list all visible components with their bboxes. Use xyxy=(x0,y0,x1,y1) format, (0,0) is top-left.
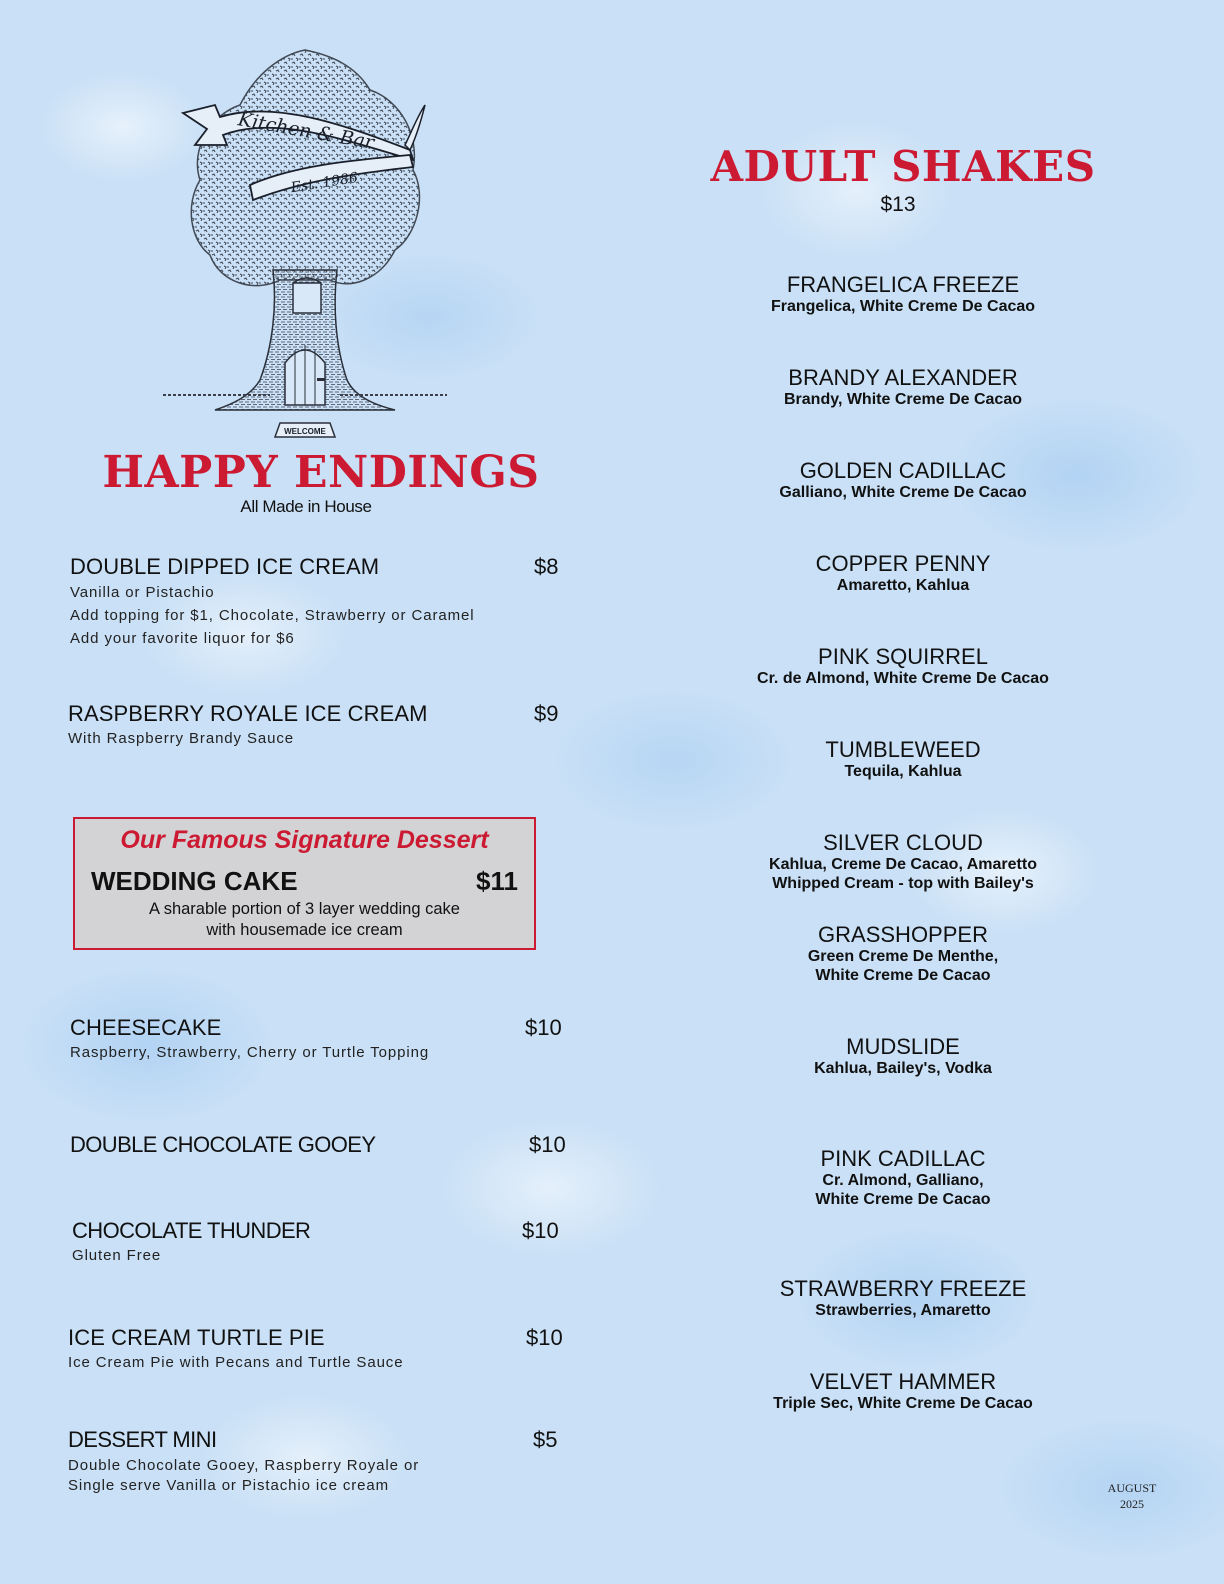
signature-desc-line: A sharable portion of 3 layer wedding cake xyxy=(149,900,460,918)
shake-item xyxy=(700,1370,1106,1413)
item-price: $10 xyxy=(526,1325,563,1350)
svg-text:Est. 1986: Est. 1986 xyxy=(289,169,359,197)
menu-item-ice-cream-turtle-pie xyxy=(68,1325,568,1374)
signature-item-price: $11 xyxy=(476,866,518,896)
shake-desc: Kahlua, Bailey's, Vodka xyxy=(814,1060,992,1077)
menu-item-dessert-mini xyxy=(68,1427,568,1496)
svg-text:WELCOME: WELCOME xyxy=(284,427,326,436)
signature-header: Our Famous Signature Dessert xyxy=(120,826,489,854)
menu-item-double-dipped xyxy=(70,554,570,650)
item-name: CHEESECAKE xyxy=(70,1015,222,1040)
shake-name: PINK SQUIRREL xyxy=(818,644,988,669)
menu-item-cheesecake xyxy=(70,1015,570,1064)
item-desc: With Raspberry Brandy Sauce xyxy=(68,730,295,747)
shake-name: SILVER CLOUD xyxy=(823,830,983,855)
menu-date-year: 2025 xyxy=(1120,1497,1144,1511)
menu-item-double-chocolate-gooey xyxy=(70,1132,570,1158)
shake-name: MUDSLIDE xyxy=(846,1034,960,1059)
item-price: $9 xyxy=(534,701,559,726)
item-desc: Add topping for $1, Chocolate, Strawberry or Caramel xyxy=(70,607,475,624)
item-desc: Gluten Free xyxy=(72,1247,162,1264)
shake-name: PINK CADILLAC xyxy=(820,1146,986,1171)
shake-desc: Triple Sec, White Creme De Cacao xyxy=(773,1395,1033,1412)
shake-desc: Whipped Cream - top with Bailey's xyxy=(772,875,1034,892)
desserts-title: HAPPY ENDINGS xyxy=(102,447,540,498)
menu-item-chocolate-thunder xyxy=(72,1218,572,1267)
item-name: DESSERT MINI xyxy=(68,1427,217,1452)
restaurant-logo xyxy=(155,45,455,445)
shake-item xyxy=(700,273,1106,316)
shake-item xyxy=(700,459,1106,502)
shake-item xyxy=(700,1147,1106,1209)
item-desc: Vanilla or Pistachio xyxy=(70,584,215,601)
item-desc: Double Chocolate Gooey, Raspberry Royale or xyxy=(68,1457,420,1474)
svg-text:Kitchen & Bar: Kitchen & Bar xyxy=(236,108,376,154)
item-price: $5 xyxy=(533,1427,558,1452)
shakes-title: ADULT SHAKES xyxy=(710,142,1096,191)
menu-item-raspberry-royale xyxy=(68,701,568,750)
item-name: CHOCOLATE THUNDER xyxy=(72,1218,311,1243)
item-desc: Add your favorite liquor for $6 xyxy=(70,630,295,647)
shake-item xyxy=(700,738,1106,781)
shake-name: COPPER PENNY xyxy=(815,551,991,576)
shake-desc: Green Creme De Menthe, xyxy=(807,948,999,965)
shake-item xyxy=(700,552,1106,595)
shake-item xyxy=(700,1035,1106,1078)
item-name: DOUBLE DIPPED ICE CREAM xyxy=(70,554,380,579)
signature-item-name: WEDDING CAKE xyxy=(91,866,298,896)
shake-desc: Cr. Almond, Galliano, xyxy=(822,1172,984,1189)
shake-name: FRANGELICA FREEZE xyxy=(786,272,1020,297)
shake-name: BRANDY ALEXANDER xyxy=(788,365,1018,390)
shake-desc: White Creme De Cacao xyxy=(815,1191,991,1208)
item-name: RASPBERRY ROYALE ICE CREAM xyxy=(68,701,428,726)
menu-date-month: AUGUST xyxy=(1107,1481,1157,1495)
shake-desc: Strawberries, Amaretto xyxy=(815,1302,991,1319)
tree-logo-icon xyxy=(155,45,455,445)
signature-dessert-box xyxy=(73,817,536,950)
shake-desc: Brandy, White Creme De Cacao xyxy=(784,391,1022,408)
shake-item xyxy=(700,1277,1106,1320)
shake-name: GRASSHOPPER xyxy=(818,922,988,947)
shake-desc: Tequila, Kahlua xyxy=(844,763,962,780)
item-price: $8 xyxy=(534,554,559,579)
shake-desc: Galliano, White Creme De Cacao xyxy=(779,484,1027,501)
shake-desc: Cr. de Almond, White Creme De Cacao xyxy=(757,670,1049,687)
shake-name: GOLDEN CADILLAC xyxy=(799,458,1007,483)
item-name: DOUBLE CHOCOLATE GOOEY xyxy=(70,1132,376,1157)
shake-item xyxy=(700,366,1106,409)
item-price: $10 xyxy=(529,1132,566,1157)
item-desc: Single serve Vanilla or Pistachio ice cream xyxy=(68,1477,390,1494)
shake-item xyxy=(700,923,1106,985)
shake-item xyxy=(700,645,1106,688)
item-price: $10 xyxy=(522,1218,559,1243)
shake-desc: White Creme De Cacao xyxy=(815,967,991,984)
menu-date xyxy=(1094,1480,1170,1512)
signature-item-desc xyxy=(75,899,534,941)
item-name: ICE CREAM TURTLE PIE xyxy=(68,1325,325,1350)
desserts-subtitle: All Made in House xyxy=(240,497,372,516)
shake-desc: Kahlua, Creme De Cacao, Amaretto xyxy=(769,856,1037,873)
shake-desc: Amaretto, Kahlua xyxy=(836,577,970,594)
signature-desc-line: with housemade ice cream xyxy=(206,921,403,939)
shake-name: VELVET HAMMER xyxy=(809,1369,997,1394)
item-desc: Raspberry, Strawberry, Cherry or Turtle Topping xyxy=(70,1044,430,1061)
shake-name: TUMBLEWEED xyxy=(825,737,981,762)
shake-name: STRAWBERRY FREEZE xyxy=(779,1276,1027,1301)
item-price: $10 xyxy=(525,1015,562,1040)
shake-item xyxy=(700,831,1106,893)
shakes-price: $13 xyxy=(880,193,916,216)
item-desc: Ice Cream Pie with Pecans and Turtle Sauce xyxy=(68,1354,404,1371)
shake-desc: Frangelica, White Creme De Cacao xyxy=(770,298,1036,315)
